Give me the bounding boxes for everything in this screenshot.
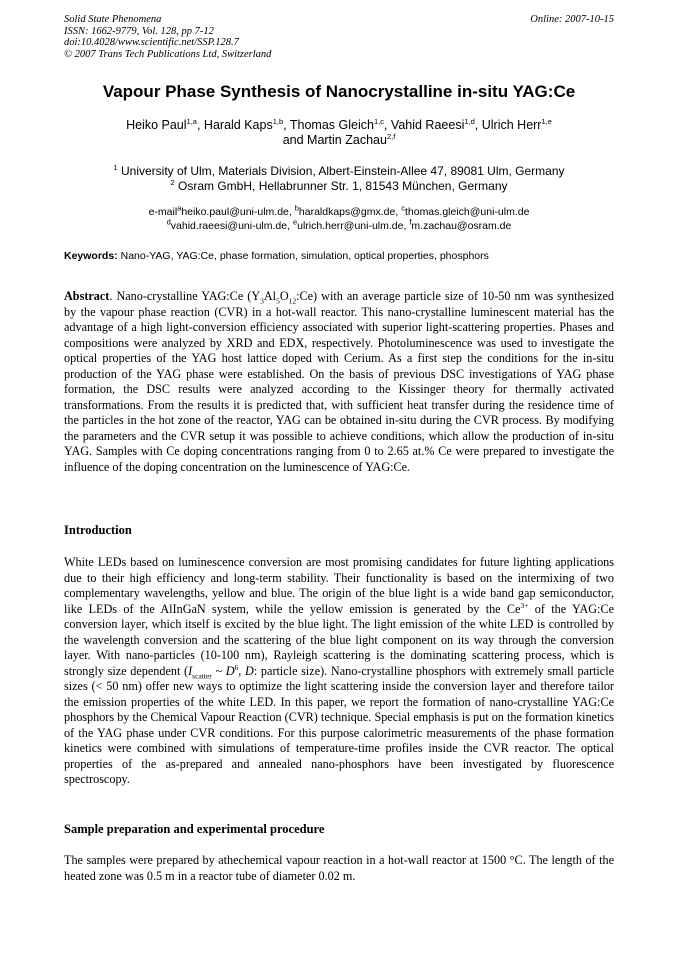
abstract-label: Abstract — [64, 289, 110, 303]
author-name: Heiko Paul — [126, 118, 187, 132]
intro-text: : particle size). Nano-crystalline phosphors with extremely small particle sizes (< 50 nm) offer new ways to optimize the light scattering inside the conversion layer and therefore tailor the emission properties of the white LED. In this paper, we report the formation of nano-crystalline YAG:Ce phosphors by the Chemical Vapour Reaction (CVR) technique. Special emphasis is put on the formation kinetics of the YAG phase under CVR conditions. For this purpose calorimetric measurements of the phase formation kinetics were combined with simulations of temperature-time profiles inside the CVR reactor. The optical properties of the as-prepared and annealed nano-phosphors have been investigated by fluorescence spectroscopy. — [64, 663, 615, 786]
author-affil-mark: 1,d — [464, 116, 475, 126]
subscript: 5 — [276, 296, 280, 306]
affiliation-text: Osram GmbH, Hellabrunner Str. 1, 81543 München, Germany — [178, 179, 508, 193]
affiliation-text: University of Ulm, Materials Division, Albert-Einstein-Allee 47, 89081 Ulm, Germany — [121, 164, 565, 178]
author-separator: , — [196, 118, 204, 132]
email-mark: c — [401, 203, 405, 213]
intro-text: ~ — [211, 663, 226, 678]
author-affil-mark: 1,c — [373, 116, 384, 126]
abstract-text: :Ce) with an average particle size of 10-50 nm was synthesized by the vapour phase reaction (CVR) in a hot-wall reactor. This nano-crystalline luminescent material has the advantage of a high light-conversion efficiency associated with superior light-scattering properties. Phases and compositions were analyzed by XRD and EDX, respectively. Photoluminescence was used to investigate the optical properties of the YAG host lattice doped with Cerium. As a first step the conditions for the in-situ production of the YAG phase were established. On the basis of previous DSC investigations of YAG phase formation, the DSC results were analyzed according to the Kissinger theory for thermally activated transformations. From the results it is predicted that, with sufficient heat transfer during the residence time of the particles in the hot zone of the reactor, YAG can be obtained in-situ during the CVR process. By modifying the parameters and the CVR setup it was possible to achieve conditions, which allow the production of in-situ YAG. Samples with Ce doping concentrations ranging from 0 to 2.65 at.% Ce were prepared to investigate the influence of the doping concentration on the luminescence of YAG:Ce. — [64, 289, 614, 474]
keywords-label: Keywords: — [64, 250, 118, 262]
online-date: Online: 2007-10-15 — [530, 14, 614, 25]
subscript: 12 — [288, 296, 297, 306]
email-link[interactable]: thomas.gleich@uni-ulm.de — [404, 206, 530, 218]
affiliation-mark: 1 — [113, 163, 118, 172]
journal-copyright: © 2007 Trans Tech Publications Ltd, Switzerland — [64, 48, 272, 60]
email-link[interactable]: m.zachau@osram.de — [411, 220, 512, 232]
journal-issn: ISSN: 1662-9779, Vol. 128, pp 7-12 — [64, 25, 214, 37]
keywords — [64, 250, 619, 262]
subscript: scatter — [192, 670, 212, 680]
author-affil-mark: 1,e — [541, 116, 552, 126]
email-link[interactable]: heiko.paul@uni-ulm.de, — [181, 206, 292, 218]
author-separator: , — [474, 118, 482, 132]
section-heading-introduction: Introduction — [64, 523, 132, 537]
math-symbol: D — [245, 663, 254, 678]
abstract-text: . Nano-crystalline YAG:Ce (Y — [109, 289, 261, 303]
abstract-text: Al — [263, 289, 277, 303]
email-mark: a — [177, 203, 182, 213]
author-name: Ulrich Herr — [481, 118, 542, 132]
author-affil-mark: 1,b — [272, 116, 284, 126]
email-list — [40, 205, 638, 233]
journal-header — [64, 14, 271, 60]
subscript: 3 — [260, 296, 264, 306]
superscript: 3+ — [520, 600, 529, 610]
affiliation-2 — [40, 179, 638, 194]
email-mark: b — [294, 203, 299, 213]
abstract-paragraph — [64, 289, 614, 475]
section-heading-sample-preparation: Sample preparation and experimental procedure — [64, 822, 325, 836]
author-affil-mark: 1,a — [186, 116, 197, 126]
email-line-2 — [40, 219, 638, 233]
email-line-1 — [40, 205, 638, 219]
math-symbol: I — [188, 663, 193, 678]
affiliation-1 — [40, 164, 638, 179]
journal-name: Solid State Phenomena — [64, 14, 162, 25]
author-list — [40, 118, 638, 148]
email-mark: d — [166, 217, 171, 227]
intro-text: , — [238, 663, 246, 678]
email-prefix: e-mail — [148, 206, 178, 218]
author-name: Thomas Gleich — [289, 118, 374, 132]
paper-title: Vapour Phase Synthesis of Nanocrystalline in-situ YAG:Ce — [102, 82, 576, 101]
intro-text: White LEDs based on luminescence conversion are most promising candidates for future lighting applications due to their high efficiency and long-term stability. Their functionality is based on the intermixing of two complementary wavelengths, yellow and blue. The origin of the blue light is a wide band gap semiconductor, like LEDs of the AlInGaN system, while the yellow emission is generated by the Ce — [64, 555, 614, 616]
author-name: Harald Kaps — [203, 118, 273, 132]
affiliation-mark: 2 — [170, 178, 175, 187]
abstract-text: O — [279, 289, 289, 303]
math-symbol: D — [225, 663, 235, 678]
email-link[interactable]: ulrich.herr@uni-ulm.de, — [297, 220, 407, 232]
author-separator: , — [383, 118, 391, 132]
sample-paragraph: The samples were prepared by athechemical vapour reaction in a hot-wall reactor at 1500 °C. The length of the heated zone was 0.5 m in a reactor tube of diameter 0.02 m. — [64, 853, 614, 883]
author-name: Vahid Raeesi — [390, 118, 465, 132]
author-affil-mark: 2,f — [386, 131, 396, 141]
email-mark: f — [409, 217, 412, 227]
author-name: and Martin Zachau — [282, 133, 387, 147]
affiliations — [40, 164, 638, 194]
superscript: 6 — [234, 662, 239, 672]
email-link[interactable]: haraldkaps@gmx.de, — [298, 206, 399, 218]
email-link[interactable]: vahid.raeesi@uni-ulm.de, — [170, 220, 291, 232]
author-separator: , — [283, 118, 290, 132]
email-mark: e — [292, 217, 298, 227]
keywords-text: Nano-YAG, YAG:Ce, phase formation, simulation, optical properties, phosphors — [120, 250, 489, 262]
intro-text: of the YAG:Ce conversion layer, which itself is excited by the blue light. The light emission of the white LED is controlled by the wavelength conversion and the scattering of the blue light component on its way through the conversion layer. With nano-particles (10-100 nm), Rayleigh scattering is the dominating scattering process, which is strongly size dependent ( — [64, 601, 614, 678]
introduction-paragraph — [64, 555, 614, 788]
journal-doi: doi:10.4028/www.scientific.net/SSP.128.7 — [64, 37, 239, 48]
